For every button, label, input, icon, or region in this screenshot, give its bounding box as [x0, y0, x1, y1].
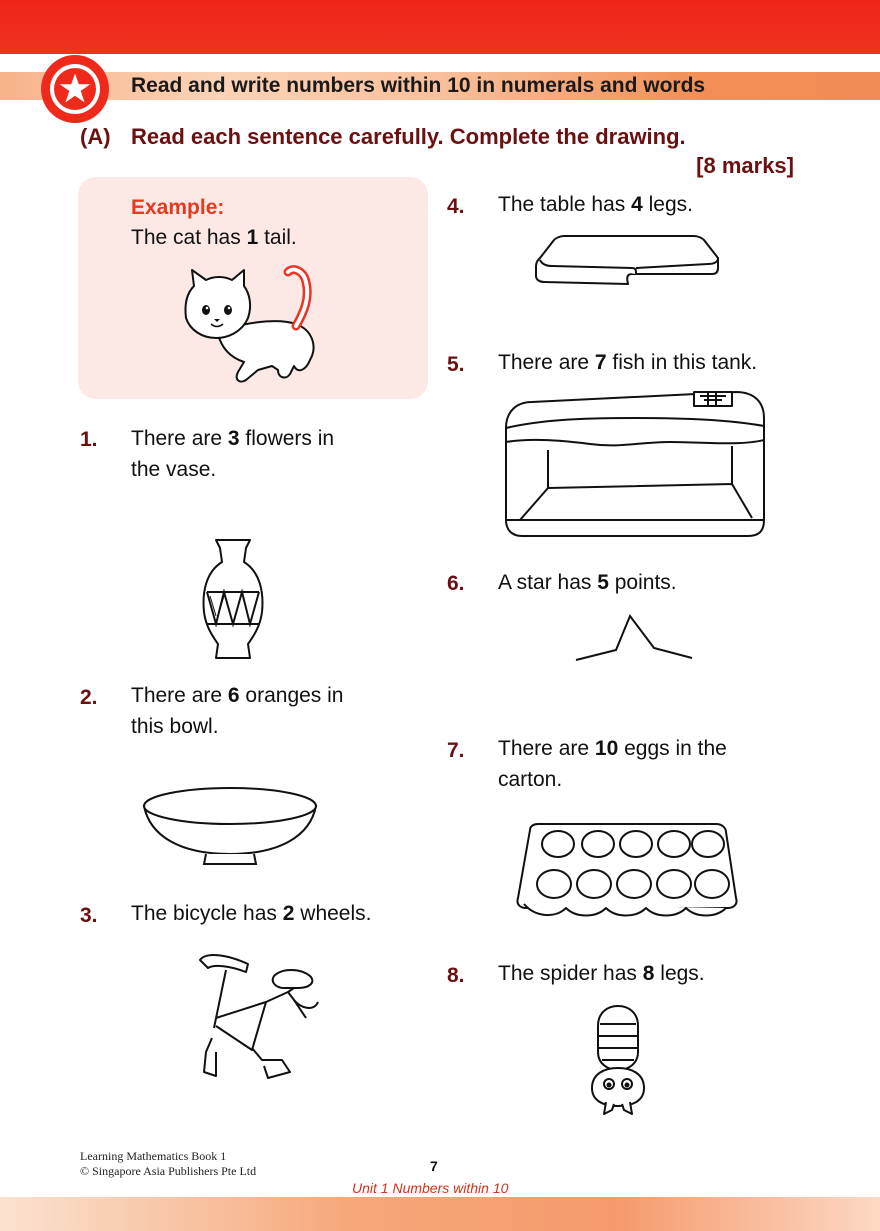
- cat-icon: [178, 262, 338, 388]
- section-instruction: Read each sentence carefully. Complete the drawing.: [131, 124, 686, 149]
- question-text: There are 10 eggs in the carton.: [498, 737, 727, 791]
- bowl-icon: [140, 784, 320, 870]
- footer-band: [0, 1197, 880, 1231]
- bicycle-icon: [186, 948, 336, 1098]
- example-sentence: The cat has 1 tail.: [131, 226, 297, 249]
- page-number: 7: [430, 1158, 438, 1174]
- spider-icon: [588, 1004, 648, 1116]
- section-marks: [8 marks]: [696, 153, 794, 178]
- table-icon: [532, 232, 724, 290]
- footer-credits: [80, 1149, 256, 1179]
- star-icon: [39, 53, 111, 125]
- book-title: Learning Mathematics Book 1: [80, 1149, 227, 1163]
- question-text: The table has 4 legs.: [498, 193, 693, 216]
- question-text: The bicycle has 2 wheels.: [131, 902, 372, 925]
- question-number: 2.: [80, 686, 98, 709]
- question-text: A star has 5 points.: [498, 571, 677, 594]
- question-number: 8.: [447, 964, 465, 987]
- header-bar: [0, 0, 880, 54]
- fish-tank-icon: [500, 388, 770, 540]
- question-text: The spider has 8 legs.: [498, 962, 705, 985]
- question-text: There are 6 oranges in this bowl.: [131, 684, 344, 738]
- question-number: 6.: [447, 572, 465, 595]
- section-label: (A): [80, 124, 111, 149]
- example-title: Example:: [131, 196, 225, 219]
- question-text: There are 3 flowers in the vase.: [131, 427, 335, 481]
- question-number: 7.: [447, 739, 465, 762]
- question-number: 4.: [447, 195, 465, 218]
- question-number: 3.: [80, 904, 98, 927]
- question-number: 1.: [80, 428, 98, 451]
- unit-label: Unit 1 Numbers within 10: [352, 1180, 509, 1196]
- vase-icon: [198, 536, 268, 662]
- egg-carton-icon: [516, 822, 742, 920]
- question-number: 5.: [447, 353, 465, 376]
- star-outline-icon: [572, 610, 696, 664]
- publisher: © Singapore Asia Publishers Pte Ltd: [80, 1164, 257, 1178]
- question-text: There are 7 fish in this tank.: [498, 351, 758, 374]
- page-title: Read and write numbers within 10 in numerals and words: [131, 74, 706, 97]
